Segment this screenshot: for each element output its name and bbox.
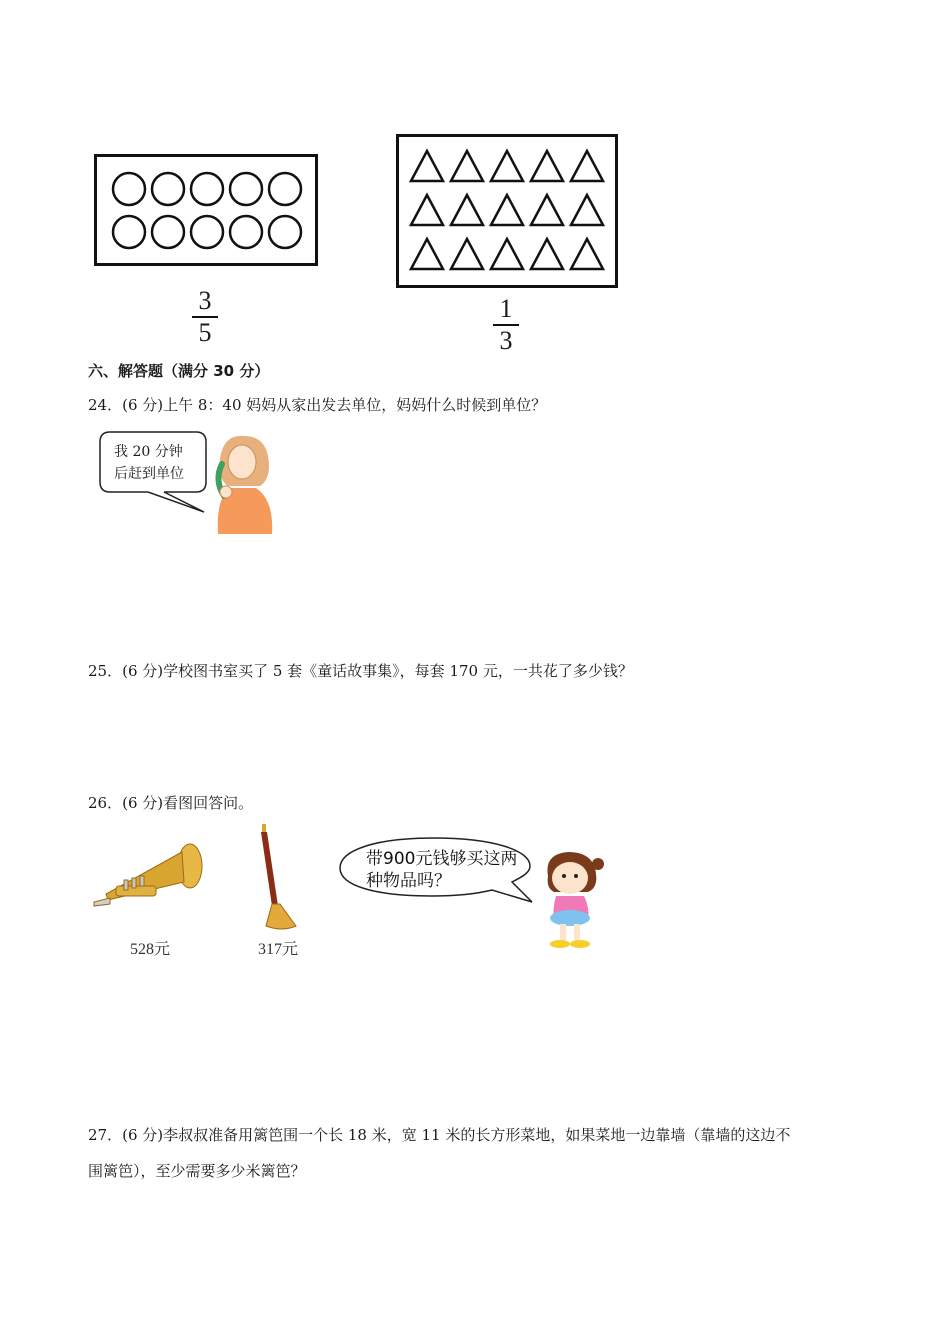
fraction-numerator: 1 xyxy=(499,294,513,323)
question-24: 24．(6 分)上午 8：40 妈妈从家出发去单位，妈妈什么时候到单位？ xyxy=(88,396,547,414)
circle-shape xyxy=(230,173,262,205)
fraction-one-third xyxy=(491,296,521,354)
circles-box xyxy=(94,154,318,266)
circles-grid xyxy=(97,157,315,263)
circle-shape xyxy=(113,173,145,205)
triangle-shape xyxy=(411,239,443,269)
triangle-shape xyxy=(411,195,443,225)
triangle-shape xyxy=(571,239,603,269)
bubble-line: 我 20 分钟 xyxy=(114,444,183,460)
suona-price: 317元 xyxy=(258,941,299,958)
question-25: 25．(6 分)学校图书室买了 5 套《童话故事集》，每套 170 元，一共花了多少钱？ xyxy=(88,662,633,680)
bubble-line: 带900元钱够买这两 xyxy=(366,849,518,869)
triangle-shape xyxy=(491,151,523,181)
q26-bubble-text xyxy=(366,848,517,892)
suona-image xyxy=(252,822,300,932)
triangle-shape xyxy=(571,151,603,181)
circle-shape xyxy=(269,216,301,248)
triangle-shape xyxy=(531,151,563,181)
mother-figure xyxy=(218,436,272,534)
triangles-grid xyxy=(399,137,615,285)
fraction-denominator: 5 xyxy=(198,318,212,347)
bubble-line: 种物品吗？ xyxy=(366,871,451,891)
fraction-three-fifths xyxy=(190,288,220,346)
fraction-denominator: 3 xyxy=(499,326,513,355)
question-27-line1: 27．(6 分)李叔叔准备用篱笆围一个长 18 米，宽 11 米的长方形菜地，如果菜地一边靠墙（靠墙的这边不 xyxy=(88,1126,791,1144)
triangle-shape xyxy=(491,195,523,225)
circle-shape xyxy=(113,216,145,248)
circle-shape xyxy=(269,173,301,205)
triangle-shape xyxy=(451,195,483,225)
triangle-shape xyxy=(491,239,523,269)
triangle-shape xyxy=(451,239,483,269)
fraction-numerator: 3 xyxy=(198,286,212,315)
triangle-shape xyxy=(571,195,603,225)
triangle-shape xyxy=(411,151,443,181)
question-26: 26．(6 分)看图回答问。 xyxy=(88,794,254,812)
question-27-line2: 围篱笆），至少需要多少米篱笆？ xyxy=(88,1162,306,1180)
triangle-shape xyxy=(531,195,563,225)
triangle-shape xyxy=(451,151,483,181)
section-title: 六、解答题（满分 30 分） xyxy=(88,362,270,380)
circle-shape xyxy=(152,216,184,248)
circle-shape xyxy=(152,173,184,205)
triangles-box xyxy=(396,134,618,288)
circle-shape xyxy=(191,216,223,248)
circle-shape xyxy=(191,173,223,205)
q24-bubble-text xyxy=(114,441,184,485)
circle-shape xyxy=(230,216,262,248)
trumpet-image xyxy=(86,842,206,914)
bubble-line: 后赶到单位 xyxy=(114,466,184,482)
girl-figure xyxy=(538,846,606,952)
trumpet-price: 528元 xyxy=(130,941,171,958)
triangle-shape xyxy=(531,239,563,269)
